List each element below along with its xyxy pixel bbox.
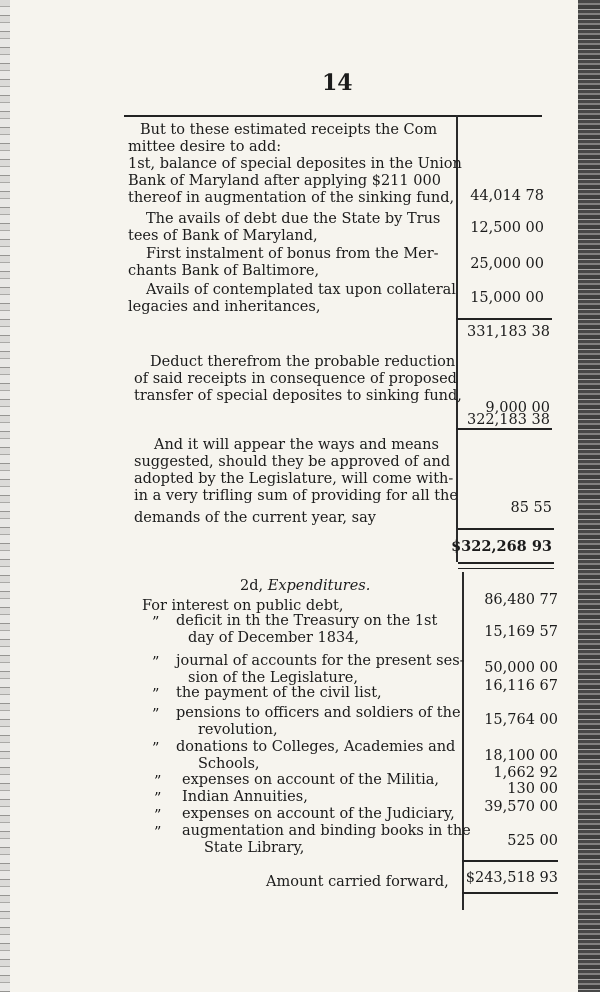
expenditure-item-2-line-1: deficit in th the Treasury on the 1st <box>176 613 438 629</box>
top-rule <box>124 115 542 117</box>
ways-means-amount: 85 55 <box>510 500 552 516</box>
receipt-item-4-line-2: legacies and inheritances, <box>128 299 321 315</box>
ways-means-line-3: adopted by the Legislature, will come with- <box>134 471 454 487</box>
expenditure-item-5-amount: 15,764 00 <box>484 712 558 728</box>
subtotal-1-rule <box>456 318 552 320</box>
expenditure-item-10-mark: ” <box>154 825 162 841</box>
expenditure-item-4-amount: 16,116 67 <box>484 678 558 694</box>
expenditure-item-8-line-1: Indian Annuities, <box>182 789 308 805</box>
expenditure-item-9-line-1: expenses on account of the Judiciary, <box>182 806 455 822</box>
total-receipts-amount: $322,268 93 <box>451 538 552 555</box>
receipt-item-1-line-1: 1st, balance of special deposites in the Union <box>128 156 462 172</box>
expenditure-item-1-amount: 86,480 77 <box>484 592 558 608</box>
ways-means-line-1: And it will appear the ways and means <box>154 437 439 453</box>
expenditure-item-8-mark: ” <box>154 791 162 807</box>
expenditure-item-3-line-1: journal of accounts for the present ses- <box>176 653 465 669</box>
expenditure-item-3-mark: ” <box>152 655 160 671</box>
receipts-intro-line-2: mittee desire to add: <box>128 139 282 155</box>
expenditure-item-9-mark: ” <box>154 808 162 824</box>
deduct-line-3: transfer of special deposites to sinking fund, <box>134 388 462 404</box>
expenditures-heading <box>240 578 370 595</box>
expenditure-item-6-amount: 18,100 00 <box>484 748 558 764</box>
receipt-item-3-amount: 25,000 00 <box>470 256 544 272</box>
carried-forward-amount: $243,518 93 <box>465 870 558 886</box>
carried-forward-rule <box>462 860 558 862</box>
expenditure-item-5-line-2: revolution, <box>198 722 278 738</box>
expenditure-item-6-mark: ” <box>152 741 160 757</box>
expenditure-item-1-line-1: For interest on public debt, <box>142 598 344 614</box>
ways-means-line-4: in a very trifling sum of providing for all the <box>134 488 458 504</box>
expenditure-item-2-mark: ” <box>152 615 160 631</box>
receipt-item-2-line-1: The avails of debt due the State by Trus <box>146 211 441 227</box>
expenditure-item-6-line-2: Schools, <box>198 756 260 772</box>
expenditures-heading-title: Expenditures. <box>267 578 371 594</box>
receipt-item-2-amount: 12,500 00 <box>470 220 544 236</box>
receipt-item-2-line-2: tees of Bank of Maryland, <box>128 228 318 244</box>
receipt-item-1-line-2: Bank of Maryland after applying $211 000 <box>128 173 441 189</box>
expenditure-item-10-amount: 525 00 <box>507 833 558 849</box>
expenditure-item-9-amount: 39,570 00 <box>484 799 558 815</box>
expenditure-item-2-amount: 15,169 57 <box>484 624 558 640</box>
expenditure-item-3-line-2: sion of the Legislature, <box>188 670 358 686</box>
total-receipts-top-rule <box>458 528 554 530</box>
page-number: 14 <box>322 70 353 96</box>
expenditure-item-3-amount: 50,000 00 <box>484 660 558 676</box>
expenditure-item-2-line-2: day of December 1834, <box>188 630 360 646</box>
expenditures-heading-number: 2d, <box>240 578 264 594</box>
carried-forward-bottom-rule <box>462 892 558 894</box>
expenditure-item-4-line-1: the payment of the civil list, <box>176 685 382 701</box>
receipt-item-1-amount: 44,014 78 <box>470 188 544 204</box>
expenditure-item-8-amount: 130 00 <box>507 781 558 797</box>
subtotal-2-amount: 322,183 38 <box>466 412 550 428</box>
total-receipts-bottom-rule <box>458 562 554 564</box>
carried-forward-label: Amount carried forward, <box>266 874 449 890</box>
expenditure-item-7-line-1: expenses on account of the Militia, <box>182 772 439 788</box>
deduct-line-2: of said receipts in consequence of proposed <box>134 371 457 387</box>
expenditure-item-10-line-2: State Library, <box>204 840 305 856</box>
receipt-item-1-line-3: thereof in augmentation of the sinking fund, <box>128 190 455 206</box>
subtotal-1-amount: 331,183 38 <box>466 324 550 340</box>
receipt-item-3-line-2: chants Bank of Baltimore, <box>128 263 320 279</box>
expenditure-item-7-amount: 1,662 92 <box>493 765 558 781</box>
expenditure-item-6-line-1: donations to Colleges, Academies and <box>176 739 456 755</box>
receipt-item-4-line-1: Avails of contemplated tax upon collateral <box>146 282 456 298</box>
expenditure-item-5-mark: ” <box>152 707 160 723</box>
receipts-intro-line-1: But to these estimated receipts the Com <box>140 122 438 138</box>
total-receipts-double-rule <box>458 568 554 569</box>
receipt-item-3-line-1: First instalment of bonus from the Mer- <box>146 246 439 262</box>
ways-means-line-5: demands of the current year, say <box>134 510 376 526</box>
expenditure-item-5-line-1: pensions to officers and soldiers of the <box>176 705 461 721</box>
receipt-item-4-amount: 15,000 00 <box>470 290 544 306</box>
scan-edge-right <box>578 0 600 992</box>
deduct-line-1: Deduct therefrom the probable reduction <box>150 354 456 370</box>
ways-means-line-2: suggested, should they be approved of and <box>134 454 451 470</box>
scan-edge-left <box>0 0 10 992</box>
expenditure-item-4-mark: ” <box>152 687 160 703</box>
deduct-amount: 9,000 00 <box>485 400 550 416</box>
expenditure-item-10-line-1: augmentation and binding books in the <box>182 823 471 839</box>
expenditure-item-7-mark: ” <box>154 774 162 790</box>
